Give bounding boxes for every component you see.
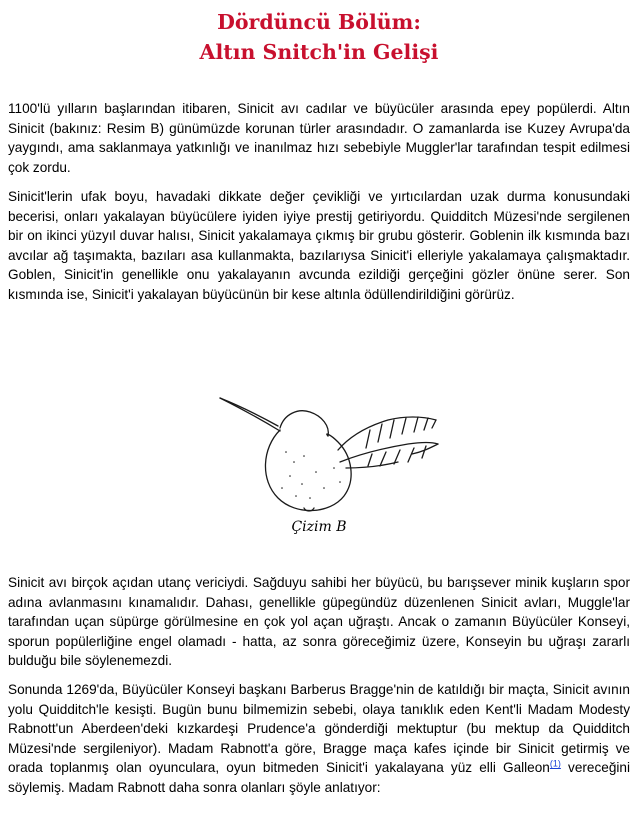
paragraph-4: [8, 680, 630, 798]
paragraph-2: Sinicit'lerin ufak boyu, havadaki dikkate değer çevikliği ve yırtıcılardan uzak durma konusundaki becerisi, onları yakalayan büyücülere iyiden iyiye prestij getiriyordu. Quidditch Müzesi'nde sergilenen bir on ikinci yüzyıl duvar halısı, Sinicit yakalamaya çıkmış bir grubu gösterir. Goblenin ilk kısmında bazı avcılar ağ taşımakta, bazıları asa kullanmakta, bazılarıysa Sinicit'i elleriyle yakalamaya çalışmaktadır. Goblen, Sinicit'in genellikle onu yakalayanın avcunda ezildiği gerçeğini gözler önüne serer. Son kısmında ise, Sinicit'i yakalayan büyücünün bir kese altınla ödüllendirildiğini görürüz.: [8, 189, 630, 302]
paragraph-3: Sinicit avı birçok açıdan utanç vericiydi. Sağduyu sahibi her büyücü, bu barışsever minik kuşların spor adına avlanmasını kınamalıdır. Dahası, genellikle güpegündüz düzenlenen Sinicit avları, Muggle'lar tarafından uçan süpürge görülmesine en çok yol açan uğraştı. Ancak o zamanın Büyücüler Konseyi, sporun popülerliğine engel olamadı - hatta, az sonra göreceğimiz üzere, Konseyin bu uğraşı zararlı bulduğu bile söylenemezdi.: [8, 575, 630, 669]
paragraph-4-text-start: Sonunda 1269'da, Büyücüler Konseyi başkanı Barberus Bragge'nin de katıldığı bir maçta, Sinicit avının yolu Quidditch'le kesişti. Bugün bunu bilmemizin sebebi, olaya tanıklık eden Kent'li Madam Modesty Rabnott'un Aberdeen'deki kızkardeşi Prudence'a gönderdiği mektuptur (bu mektup da Quidditch Müzesi'nde sergileniyor). Madam Rabnott'a göre, Bragge maça kafes içinde bir Sinicit getirmiş ve orada toplanmış olan oyunculara, oyun bitmeden Sinicit'i yakalayana yüz elli Galleon: [8, 682, 630, 776]
paragraph-4-text-end: vereceğini söylemiş. Madam Rabnott daha sonra olanları şöyle anlatıyor:: [8, 760, 630, 795]
chapter-title: Altın Snitch'in Gelişi: [199, 40, 439, 64]
footnote-link[interactable]: (1): [549, 758, 561, 769]
chapter-heading: Dördüncü Bölüm:: [217, 10, 421, 34]
snidget-bird-illustration: [200, 372, 460, 512]
figure-caption: Çizim B: [291, 519, 347, 535]
paragraph-1: 1100'lü yılların başlarından itibaren, Sinicit avı cadılar ve büyücüler arasında epey popülerdi. Altın Sinicit (bakınız: Resim B) günümüzde korunan türler arasındadır. O zamanlarda ise Kuzey Avrupa'da yaygındı, ama saklanmaya yatkınlığı ve inanılmaz hızı sebebiyle Muggler'lar tarafından tespit edilmesi çok zordu.: [8, 101, 630, 175]
